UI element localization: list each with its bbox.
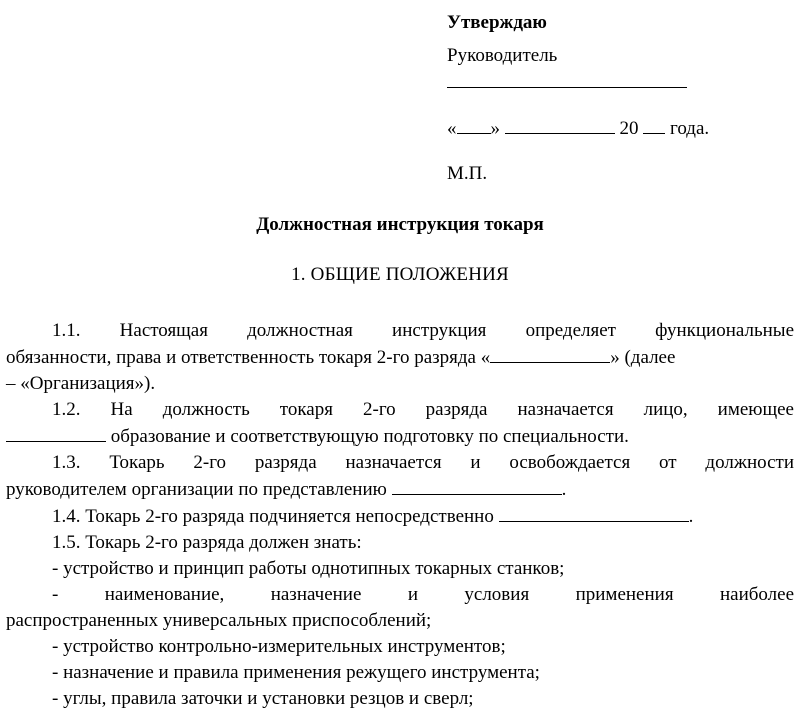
knowledge-item: - наименование, назначение и условия применения наиболее: [52, 584, 794, 605]
approval-date: [447, 112, 787, 145]
knowledge-item: - устройство контрольно-измерительных инструментов;: [52, 636, 506, 657]
document-title: Должностная инструкция токаря: [256, 214, 544, 235]
paragraph-1-2-text: образование и соответствующую подготовку по специальности.: [110, 426, 629, 447]
paragraph-1-5: 1.5. Токарь 2-го разряда должен знать:: [52, 532, 362, 553]
organization-blank: [490, 344, 610, 363]
knowledge-item: - назначение и правила применения режущего инструмента;: [52, 662, 540, 683]
date-close-quote: »: [490, 118, 500, 139]
stamp-placeholder: М.П.: [447, 163, 488, 184]
section-title: 1. ОБЩИЕ ПОЛОЖЕНИЯ: [291, 264, 509, 285]
approval-block: [447, 6, 787, 190]
paragraph-1-3-line-1: 1.3. Токарь 2-го разряда назначается и освобождается от должности: [52, 452, 794, 473]
section-1-body: [6, 318, 794, 712]
paragraph-1-4-text: 1.4. Токарь 2-го разряда подчиняется непосредственно: [52, 506, 494, 527]
day-blank: [457, 117, 491, 134]
submission-blank: [392, 476, 562, 495]
month-blank: [505, 117, 615, 134]
approval-heading: Утверждаю: [447, 12, 547, 33]
date-year-prefix: 20: [619, 118, 639, 139]
supervisor-blank: [499, 503, 689, 522]
paragraph-1-3-line-2: руководителем организации по представлению .: [6, 476, 794, 503]
paragraph-1-1-line-3: – «Организация»).: [6, 373, 156, 394]
paragraph-1-1-line-2: [6, 344, 794, 371]
knowledge-item: - углы, правила заточки и установки резцов и сверл;: [52, 688, 474, 709]
signature-line: [447, 86, 687, 88]
year-blank: [643, 117, 665, 134]
approval-position: Руководитель: [447, 45, 558, 66]
education-blank: [6, 423, 106, 442]
paragraph-1-3-text: руководителем организации по представлению: [6, 479, 387, 500]
knowledge-item-continuation: распространенных универсальных приспособлений;: [6, 610, 432, 631]
paragraph-1-2-line-1: 1.2. На должность токаря 2-го разряда назначается лицо, имеющее: [52, 399, 794, 420]
date-open-quote: «: [447, 118, 457, 139]
paragraph-1-2-line-2: [6, 423, 794, 450]
paragraph-1-1-line-1: 1.1. Настоящая должностная инструкция определяет функциональные: [52, 320, 794, 341]
paragraph-1-4: 1.4. Токарь 2-го разряда подчиняется непосредственно .: [6, 503, 794, 530]
paragraph-1-1-text-b: » (далее: [610, 347, 676, 368]
knowledge-item: - устройство и принцип работы однотипных токарных станков;: [52, 558, 565, 579]
date-year-suffix: года.: [670, 118, 710, 139]
paragraph-1-1-text-a: обязанности, права и ответственность токаря 2-го разряда «: [6, 347, 491, 368]
